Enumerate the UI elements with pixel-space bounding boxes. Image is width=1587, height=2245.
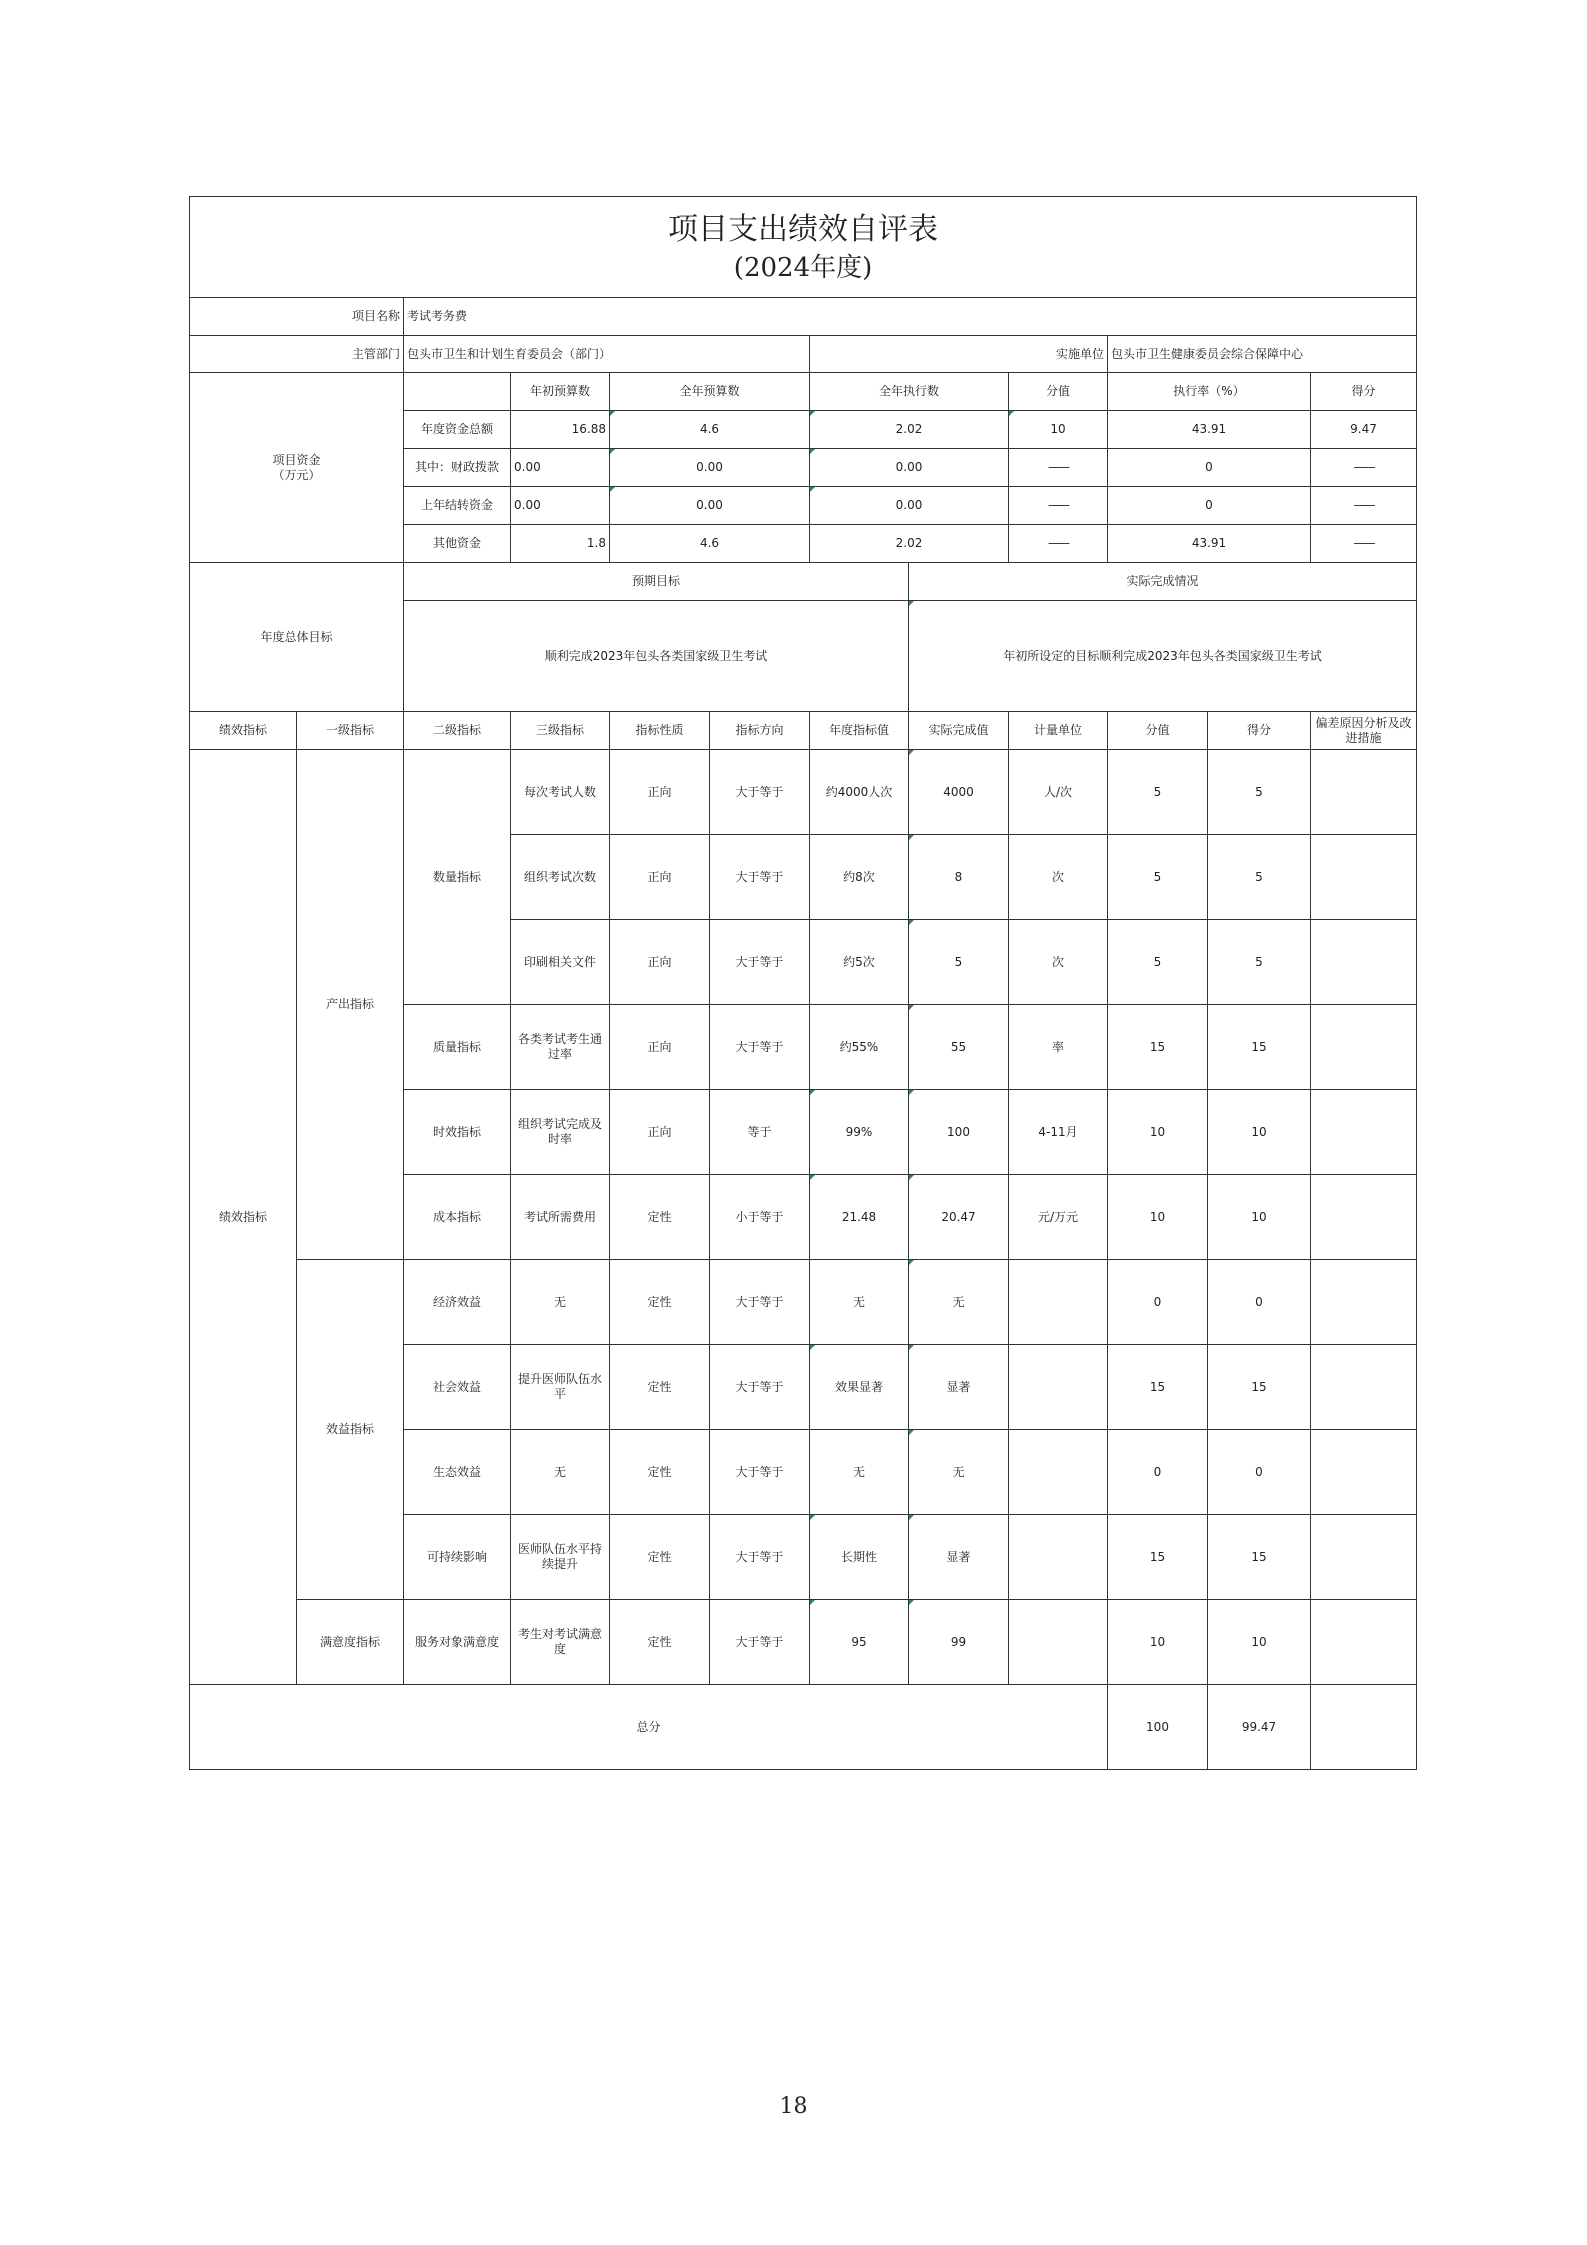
indicator-row xyxy=(190,750,1417,835)
funds-budget-full: 4.6 xyxy=(610,411,810,449)
funds-score-value: —— xyxy=(1009,487,1108,525)
indicator-row xyxy=(190,1260,1417,1345)
ind-deviation xyxy=(1311,1600,1417,1685)
ind-target: 长期性 xyxy=(810,1515,909,1600)
funds-header-blank xyxy=(404,373,511,411)
ind-nature: 定性 xyxy=(610,1430,710,1515)
funds-header-executed: 全年执行数 xyxy=(810,373,1009,411)
ind-header-score: 得分 xyxy=(1208,712,1311,750)
ind-score: 5 xyxy=(1208,920,1311,1005)
goals-actual-text: 年初所设定的目标顺利完成2023年包头各类国家级卫生考试 xyxy=(909,601,1417,712)
ind-l2-timeliness: 时效指标 xyxy=(404,1090,511,1175)
project-name-value: 考试考务费 xyxy=(404,298,1417,336)
funds-score: 9.47 xyxy=(1311,411,1417,449)
ind-deviation xyxy=(1311,1090,1417,1175)
total-row xyxy=(190,1685,1417,1770)
ind-target: 99% xyxy=(810,1090,909,1175)
ind-direction: 等于 xyxy=(710,1090,810,1175)
funds-label xyxy=(190,373,404,563)
form-year: (2024年度) xyxy=(733,253,873,283)
ind-direction: 大于等于 xyxy=(710,1260,810,1345)
ind-l3: 组织考试完成及时率 xyxy=(511,1090,610,1175)
ind-l2-quantity: 数量指标 xyxy=(404,750,511,1005)
funds-budget-initial: 1.8 xyxy=(511,525,610,563)
funds-score-value: 10 xyxy=(1009,411,1108,449)
ind-l3: 考生对考试满意度 xyxy=(511,1600,610,1685)
funds-header-score-value: 分值 xyxy=(1009,373,1108,411)
ind-header-nature: 指标性质 xyxy=(610,712,710,750)
ind-nature: 正向 xyxy=(610,835,710,920)
ind-actual: 8 xyxy=(909,835,1009,920)
ind-deviation xyxy=(1311,750,1417,835)
ind-unit: 次 xyxy=(1009,835,1108,920)
ind-l1-benefit: 效益指标 xyxy=(297,1260,404,1600)
funds-row-label: 年度资金总额 xyxy=(404,411,511,449)
goals-actual-header: 实际完成情况 xyxy=(909,563,1417,601)
ind-direction: 大于等于 xyxy=(710,1430,810,1515)
ind-direction: 大于等于 xyxy=(710,1005,810,1090)
total-deviation xyxy=(1311,1685,1417,1770)
ind-l2-ecological: 生态效益 xyxy=(404,1430,511,1515)
funds-rate: 0 xyxy=(1108,487,1311,525)
ind-score: 5 xyxy=(1208,750,1311,835)
ind-direction: 大于等于 xyxy=(710,835,810,920)
ind-deviation xyxy=(1311,1430,1417,1515)
funds-budget-initial: 16.88 xyxy=(511,411,610,449)
ind-direction: 大于等于 xyxy=(710,1345,810,1430)
ind-deviation xyxy=(1311,1260,1417,1345)
evaluation-table xyxy=(189,196,1417,1770)
ind-nature: 定性 xyxy=(610,1345,710,1430)
ind-actual: 无 xyxy=(909,1430,1009,1515)
ind-header-l3: 三级指标 xyxy=(511,712,610,750)
ind-actual: 100 xyxy=(909,1090,1009,1175)
ind-unit xyxy=(1009,1515,1108,1600)
unit-value: 包头市卫生健康委员会综合保障中心 xyxy=(1108,336,1417,373)
funds-executed: 2.02 xyxy=(810,411,1009,449)
funds-budget-initial: 0.00 xyxy=(511,487,610,525)
indicator-row xyxy=(190,1600,1417,1685)
ind-score-value: 0 xyxy=(1108,1260,1208,1345)
performance-form xyxy=(189,196,1416,1770)
ind-nature: 正向 xyxy=(610,1090,710,1175)
funds-rate: 0 xyxy=(1108,449,1311,487)
funds-budget-initial: 0.00 xyxy=(511,449,610,487)
ind-target: 约4000人次 xyxy=(810,750,909,835)
funds-label-line2: （万元） xyxy=(272,467,321,482)
ind-unit xyxy=(1009,1260,1108,1345)
ind-score-value: 0 xyxy=(1108,1430,1208,1515)
ind-l3: 提升医师队伍水平 xyxy=(511,1345,610,1430)
ind-l2-sustainable: 可持续影响 xyxy=(404,1515,511,1600)
total-score: 99.47 xyxy=(1208,1685,1311,1770)
ind-score-value: 15 xyxy=(1108,1515,1208,1600)
ind-nature: 定性 xyxy=(610,1600,710,1685)
ind-l3: 组织考试次数 xyxy=(511,835,610,920)
funds-executed: 2.02 xyxy=(810,525,1009,563)
ind-deviation xyxy=(1311,1515,1417,1600)
ind-unit: 人/次 xyxy=(1009,750,1108,835)
ind-score: 0 xyxy=(1208,1260,1311,1345)
ind-score-value: 15 xyxy=(1108,1005,1208,1090)
ind-header-deviation: 偏差原因分析及改进措施 xyxy=(1311,712,1417,750)
ind-score-value: 10 xyxy=(1108,1175,1208,1260)
ind-l2-quality: 质量指标 xyxy=(404,1005,511,1090)
ind-deviation xyxy=(1311,1005,1417,1090)
ind-header-direction: 指标方向 xyxy=(710,712,810,750)
ind-score-value: 5 xyxy=(1108,750,1208,835)
ind-header-target: 年度指标值 xyxy=(810,712,909,750)
funds-budget-full: 0.00 xyxy=(610,449,810,487)
ind-unit xyxy=(1009,1345,1108,1430)
ind-l2-service: 服务对象满意度 xyxy=(404,1600,511,1685)
ind-score-value: 5 xyxy=(1108,835,1208,920)
ind-target: 无 xyxy=(810,1260,909,1345)
ind-score: 0 xyxy=(1208,1430,1311,1515)
ind-score-value: 10 xyxy=(1108,1090,1208,1175)
funds-header-rate: 执行率（%） xyxy=(1108,373,1311,411)
ind-actual: 55 xyxy=(909,1005,1009,1090)
ind-unit: 率 xyxy=(1009,1005,1108,1090)
ind-nature: 定性 xyxy=(610,1260,710,1345)
funds-score: —— xyxy=(1311,525,1417,563)
ind-actual: 20.47 xyxy=(909,1175,1009,1260)
ind-deviation xyxy=(1311,835,1417,920)
ind-unit xyxy=(1009,1430,1108,1515)
ind-actual: 显著 xyxy=(909,1515,1009,1600)
ind-l1-output: 产出指标 xyxy=(297,750,404,1260)
ind-score: 10 xyxy=(1208,1175,1311,1260)
funds-executed: 0.00 xyxy=(810,449,1009,487)
funds-label-line1: 项目资金 xyxy=(272,452,321,467)
funds-score-value: —— xyxy=(1009,449,1108,487)
funds-score: —— xyxy=(1311,449,1417,487)
goals-label: 年度总体目标 xyxy=(190,563,404,712)
ind-target: 95 xyxy=(810,1600,909,1685)
ind-header-perf: 绩效指标 xyxy=(190,712,297,750)
ind-score: 15 xyxy=(1208,1345,1311,1430)
ind-unit xyxy=(1009,1600,1108,1685)
ind-target: 约8次 xyxy=(810,835,909,920)
goals-expected-header: 预期目标 xyxy=(404,563,909,601)
ind-nature: 正向 xyxy=(610,920,710,1005)
page-number: 18 xyxy=(779,2094,808,2119)
ind-target: 效果显著 xyxy=(810,1345,909,1430)
title-block xyxy=(190,197,1417,298)
ind-actual: 无 xyxy=(909,1260,1009,1345)
ind-l3: 每次考试人数 xyxy=(511,750,610,835)
funds-row-label: 其中：财政拨款 xyxy=(404,449,511,487)
ind-l3: 医师队伍水平持续提升 xyxy=(511,1515,610,1600)
indicator-header-row xyxy=(190,712,1417,750)
funds-rate: 43.91 xyxy=(1108,525,1311,563)
ind-l1-satisfaction: 满意度指标 xyxy=(297,1600,404,1685)
total-label: 总分 xyxy=(190,1685,1108,1770)
funds-score-value: —— xyxy=(1009,525,1108,563)
dept-value: 包头市卫生和计划生育委员会（部门） xyxy=(404,336,810,373)
form-title: 项目支出绩效自评表 xyxy=(668,212,939,247)
ind-score: 5 xyxy=(1208,835,1311,920)
ind-nature: 正向 xyxy=(610,1005,710,1090)
ind-actual: 4000 xyxy=(909,750,1009,835)
ind-nature: 定性 xyxy=(610,1515,710,1600)
funds-score: —— xyxy=(1311,487,1417,525)
funds-executed: 0.00 xyxy=(810,487,1009,525)
ind-score-value: 10 xyxy=(1108,1600,1208,1685)
ind-unit: 元/万元 xyxy=(1009,1175,1108,1260)
ind-l2-economic: 经济效益 xyxy=(404,1260,511,1345)
ind-l3: 无 xyxy=(511,1260,610,1345)
ind-actual: 显著 xyxy=(909,1345,1009,1430)
funds-budget-full: 4.6 xyxy=(610,525,810,563)
ind-direction: 大于等于 xyxy=(710,1600,810,1685)
funds-row-label: 上年结转资金 xyxy=(404,487,511,525)
ind-score: 10 xyxy=(1208,1090,1311,1175)
funds-header-full: 全年预算数 xyxy=(610,373,810,411)
funds-row-label: 其他资金 xyxy=(404,525,511,563)
ind-score-value: 15 xyxy=(1108,1345,1208,1430)
ind-header-unit: 计量单位 xyxy=(1009,712,1108,750)
funds-header-initial: 年初预算数 xyxy=(511,373,610,411)
funds-rate: 43.91 xyxy=(1108,411,1311,449)
funds-budget-full: 0.00 xyxy=(610,487,810,525)
ind-direction: 大于等于 xyxy=(710,750,810,835)
ind-score-value: 5 xyxy=(1108,920,1208,1005)
ind-actual: 99 xyxy=(909,1600,1009,1685)
ind-target: 无 xyxy=(810,1430,909,1515)
ind-header-score-value: 分值 xyxy=(1108,712,1208,750)
ind-unit: 次 xyxy=(1009,920,1108,1005)
ind-l3: 考试所需费用 xyxy=(511,1175,610,1260)
ind-l3: 无 xyxy=(511,1430,610,1515)
ind-score: 10 xyxy=(1208,1600,1311,1685)
project-name-label: 项目名称 xyxy=(190,298,404,336)
ind-nature: 正向 xyxy=(610,750,710,835)
ind-score: 15 xyxy=(1208,1005,1311,1090)
ind-l2-social: 社会效益 xyxy=(404,1345,511,1430)
funds-header-score: 得分 xyxy=(1311,373,1417,411)
total-score-value: 100 xyxy=(1108,1685,1208,1770)
goals-expected-text: 顺利完成2023年包头各类国家级卫生考试 xyxy=(404,601,909,712)
ind-direction: 大于等于 xyxy=(710,1515,810,1600)
ind-deviation xyxy=(1311,920,1417,1005)
ind-actual: 5 xyxy=(909,920,1009,1005)
ind-target: 约55% xyxy=(810,1005,909,1090)
dept-label: 主管部门 xyxy=(190,336,404,373)
ind-nature: 定性 xyxy=(610,1175,710,1260)
ind-direction: 大于等于 xyxy=(710,920,810,1005)
ind-target: 21.48 xyxy=(810,1175,909,1260)
ind-deviation xyxy=(1311,1175,1417,1260)
ind-target: 约5次 xyxy=(810,920,909,1005)
ind-direction: 小于等于 xyxy=(710,1175,810,1260)
ind-header-l2: 二级指标 xyxy=(404,712,511,750)
ind-l3: 印刷相关文件 xyxy=(511,920,610,1005)
ind-deviation xyxy=(1311,1345,1417,1430)
ind-unit: 4-11月 xyxy=(1009,1090,1108,1175)
ind-header-actual: 实际完成值 xyxy=(909,712,1009,750)
unit-label: 实施单位 xyxy=(810,336,1108,373)
ind-section-label: 绩效指标 xyxy=(190,750,297,1685)
ind-l3: 各类考试考生通过率 xyxy=(511,1005,610,1090)
ind-header-l1: 一级指标 xyxy=(297,712,404,750)
ind-score: 15 xyxy=(1208,1515,1311,1600)
ind-l2-cost: 成本指标 xyxy=(404,1175,511,1260)
